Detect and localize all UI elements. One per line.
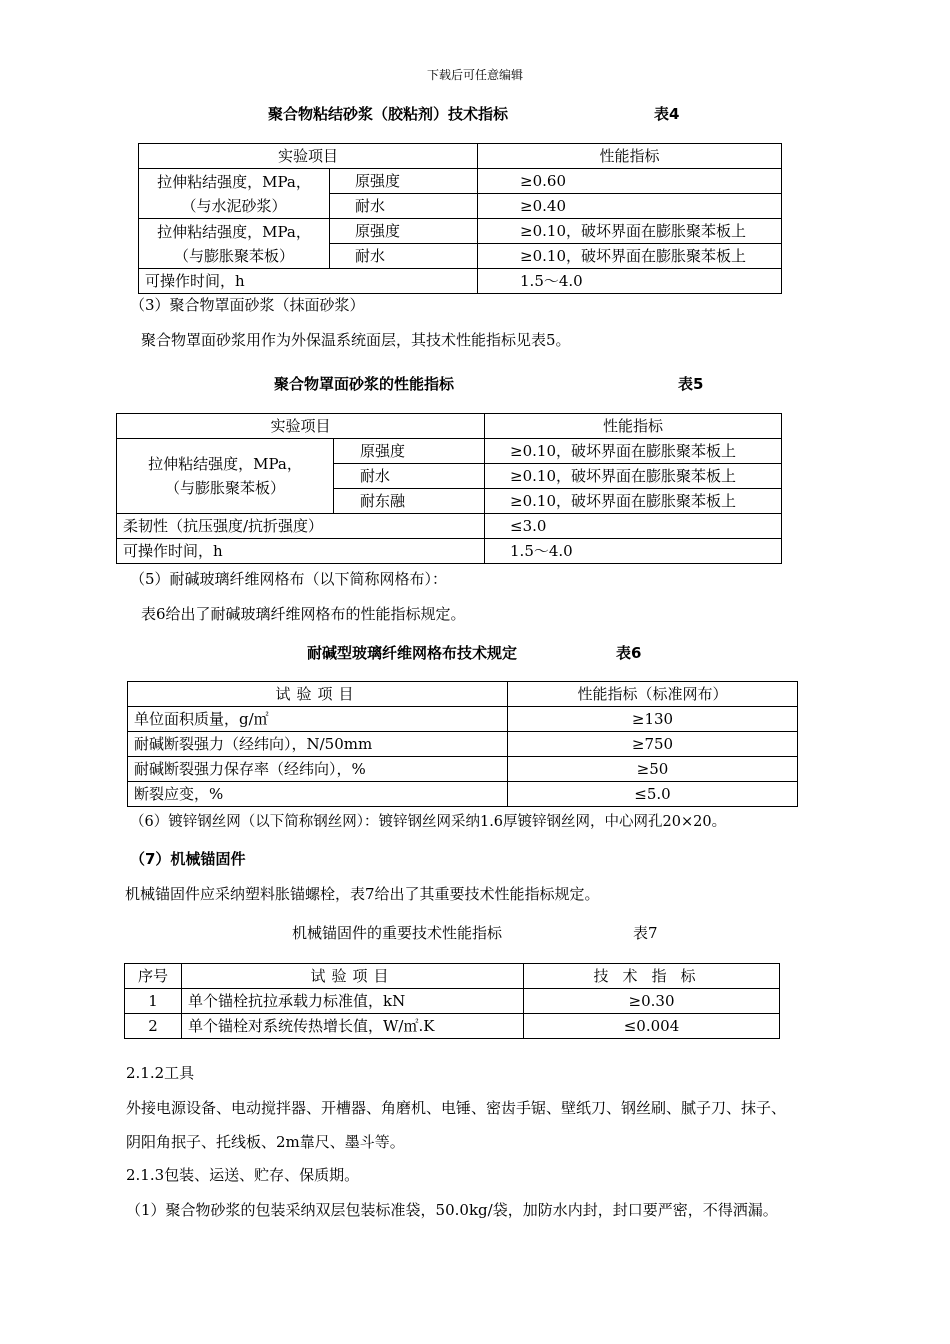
table-cell: ≥0.30: [524, 989, 780, 1014]
table-cell: 单位面积质量，g/㎡: [128, 707, 508, 732]
table-row: [128, 707, 798, 732]
table-row: [139, 269, 782, 294]
table-cell: ≥0.10，破坏界面在膨胀聚苯板上: [485, 439, 782, 464]
table6-title: 耐碱型玻璃纤维网格布技术规定: [307, 644, 518, 662]
table-header-row: [117, 414, 782, 439]
table-header-row: [139, 144, 782, 169]
table-row: [117, 514, 782, 539]
table-cell: 可操作时间，h: [139, 269, 478, 294]
table-cell: 原强度: [330, 169, 478, 194]
table-cell: 可操作时间，h: [117, 539, 485, 564]
group-label-line: （与水泥砂浆）: [181, 196, 287, 215]
table-cell: ≥0.60: [478, 169, 782, 194]
group-label-line: 拉伸粘结强度，MPa，: [157, 222, 311, 241]
section-heading: 2.1.2工具: [126, 1064, 195, 1082]
table-header-cell: 性能指标（标准网布）: [508, 682, 798, 707]
table-header-cell: 实验项目: [117, 414, 485, 439]
table-cell: ≥130: [508, 707, 798, 732]
table-cell: ≥0.10，破坏界面在膨胀聚苯板上: [478, 244, 782, 269]
section-heading: （7）机械锚固件: [130, 850, 246, 868]
table-cell: 1: [125, 989, 182, 1014]
table-header-row: [128, 682, 798, 707]
table-header-cell: 性能指标: [478, 144, 782, 169]
table-header-cell: 试验项目: [128, 682, 508, 707]
table7-tag: 表7: [633, 924, 658, 942]
table-cell: ≥750: [508, 732, 798, 757]
table-cell: 耐水: [330, 244, 478, 269]
table7: [124, 963, 780, 1039]
table-header-cell: 技术指标: [524, 964, 780, 989]
paragraph: （6）镀锌钢丝网（以下简称钢丝网）：镀锌钢丝网采纳1.6厚镀锌钢丝网，中心网孔20×20。: [130, 814, 727, 830]
paragraph: 外接电源设备、电动搅拌器、开槽器、角磨机、电锤、密齿手锯、壁纸刀、钢丝刷、腻子刀、抹子、: [126, 1099, 787, 1117]
table-cell: 断裂应变，%: [128, 782, 508, 807]
paragraph: 聚合物罩面砂浆用作为外保温系统面层，其技术性能指标见表5。: [141, 331, 571, 349]
paragraph: （5）耐碱玻璃纤维网格布（以下简称网格布）：: [130, 570, 448, 588]
table-header-cell: 实验项目: [139, 144, 478, 169]
table-header-row: [125, 964, 780, 989]
table-row: [139, 219, 782, 244]
paragraph: 阴阳角抿子、托线板、2m靠尺、墨斗等。: [126, 1133, 405, 1151]
table-cell: ≤5.0: [508, 782, 798, 807]
table7-title: 机械锚固件的重要技术性能指标: [292, 924, 503, 942]
table-row: [139, 169, 782, 194]
table-row: [117, 539, 782, 564]
table-header-cell: 序号: [125, 964, 182, 989]
group-label-line: 拉伸粘结强度，MPa，: [148, 455, 302, 473]
table-cell: 耐水: [330, 194, 478, 219]
paragraph: （1）聚合物砂浆的包装采纳双层包装标准袋，50.0kg/袋，加防水内封，封口要严密，不得洒漏。: [126, 1201, 778, 1219]
table-cell: ≤3.0: [485, 514, 782, 539]
table-cell: 2: [125, 1014, 182, 1039]
paragraph: （3）聚合物罩面砂浆（抹面砂浆）: [130, 296, 365, 314]
table-cell: 单个锚栓对系统传热增长值，W/㎡.K: [182, 1014, 524, 1039]
table-row: [125, 1014, 780, 1039]
table-row: [128, 757, 798, 782]
paragraph: 表6给出了耐碱玻璃纤维网格布的性能指标规定。: [141, 605, 466, 623]
table-cell: 单个锚栓抗拉承载力标准值，kN: [182, 989, 524, 1014]
table-cell: 耐水: [334, 464, 485, 489]
table-row: [117, 439, 782, 464]
group-label-line: 拉伸粘结强度，MPa，: [157, 172, 311, 191]
table-row: [128, 732, 798, 757]
table-cell: 1.5～4.0: [478, 269, 782, 294]
table-cell: 柔韧性（抗压强度/抗折强度）: [117, 514, 485, 539]
table4-title: 聚合物粘结砂浆（胶粘剂）技术指标: [268, 105, 509, 123]
table-cell: 原强度: [330, 219, 478, 244]
paragraph: 机械锚固件应采纳塑料胀锚螺栓，表7给出了其重要技术性能指标规定。: [125, 885, 600, 903]
table6: [127, 681, 798, 807]
table-cell: 耐碱断裂强力保存率（经纬向），%: [128, 757, 508, 782]
section-heading: 2.1.3包装、运送、贮存、保质期。: [126, 1166, 360, 1184]
table-cell: 耐东融: [334, 489, 485, 514]
table-cell: ≥50: [508, 757, 798, 782]
table-cell: ≤0.004: [524, 1014, 780, 1039]
table-cell: 原强度: [334, 439, 485, 464]
header-note: 下载后可任意编辑: [426, 68, 523, 82]
group-label-cell: [139, 169, 330, 219]
table-cell: 1.5～4.0: [485, 539, 782, 564]
table5-title: 聚合物罩面砂浆的性能指标: [274, 375, 455, 393]
table-header-cell: 性能指标: [485, 414, 782, 439]
table5-tag: 表5: [678, 375, 704, 393]
table-header-cell: 试验项目: [182, 964, 524, 989]
table5: [116, 413, 782, 564]
table-cell: ≥0.10，破坏界面在膨胀聚苯板上: [485, 464, 782, 489]
group-label-cell: [117, 439, 334, 514]
table-cell: ≥0.40: [478, 194, 782, 219]
table4: [138, 143, 782, 294]
table-row: [125, 989, 780, 1014]
table4-tag: 表4: [654, 105, 680, 123]
group-label-line: （与膨胀聚苯板）: [164, 479, 285, 497]
table-cell: ≥0.10，破坏界面在膨胀聚苯板上: [485, 489, 782, 514]
table-row: [128, 782, 798, 807]
group-label-cell: [139, 219, 330, 269]
table-cell: ≥0.10，破坏界面在膨胀聚苯板上: [478, 219, 782, 244]
table6-tag: 表6: [616, 644, 642, 662]
group-label-line: （与膨胀聚苯板）: [173, 246, 294, 265]
table-cell: 耐碱断裂强力（经纬向），N/50mm: [128, 732, 508, 757]
